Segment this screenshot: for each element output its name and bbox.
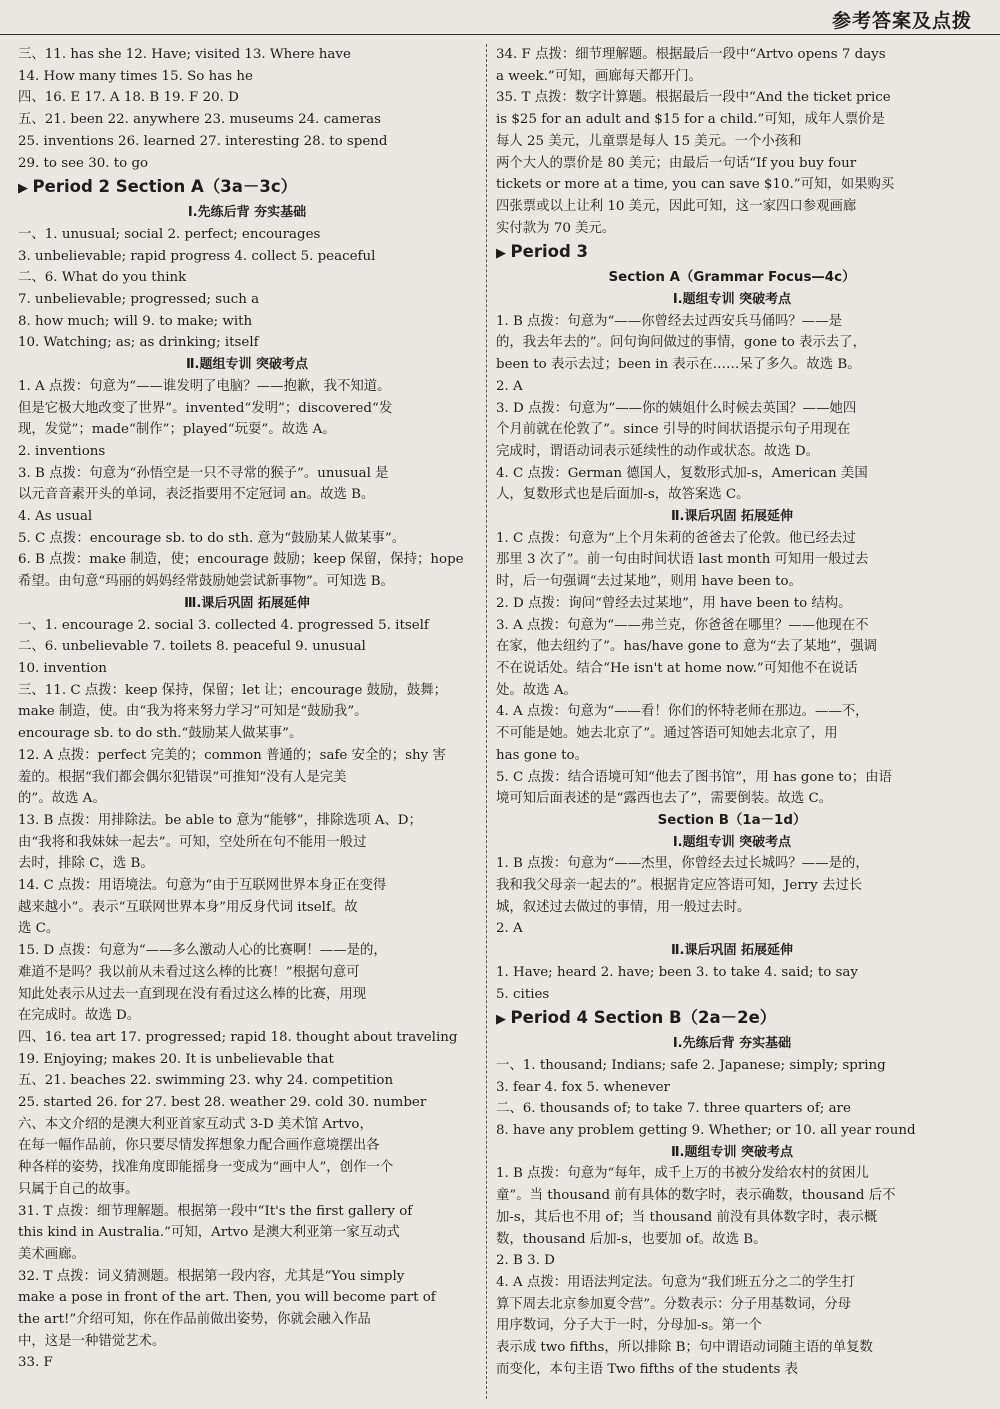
subsection-heading: Ⅰ.题组专训 突破考点 (672, 292, 792, 308)
answer-line: 完成时，谓语动词表示延续性的动作或状态。故选 D。 (496, 443, 819, 459)
header-rule (0, 34, 1000, 35)
answer-line: 人，复数形式也是后面加-s，故答案选 C。 (496, 487, 750, 503)
answer-line: is $25 for an adult and $15 for a child.”可知，成年人票价是 (496, 112, 885, 128)
answer-line: 去时，排除 C，选 B。 (18, 856, 154, 872)
answer-line: 数，thousand 后加-s，也要加 of。故选 B。 (496, 1231, 767, 1247)
answer-line: 那里 3 次了”。前一句由时间状语 last month 可知用一般过去 (496, 552, 869, 568)
answer-line: 一、1. unusual; social 2. perfect; encourages (18, 226, 321, 242)
answer-line: 4. A 点拨：用语法判定法。句意为“我们班五分之二的学生打 (496, 1274, 856, 1290)
answer-line: 8. how much; will 9. to make; with (18, 313, 253, 329)
answer-line: 五、21. beaches 22. swimming 23. why 24. competition (18, 1073, 394, 1089)
answer-line: 2. A (496, 378, 523, 394)
answer-line: 10. Watching; as; as drinking; itself (18, 335, 259, 351)
answer-line: 1. A 点拨：句意为“——谁发明了电脑？——抱歉，我不知道。 (18, 378, 391, 394)
answer-line: 用序数词，分子大于一时，分母加-s。第一个 (496, 1318, 762, 1334)
section-heading: Section A（Grammar Focus—4c） (608, 270, 856, 286)
answer-line: 14. C 点拨：用语境法。句意为“由于互联网世界本身正在变得 (18, 878, 387, 894)
answer-line: 三、11. has she 12. Have; visited 13. Where have (18, 47, 351, 62)
subsection-heading: Ⅱ.题组专训 突破考点 (670, 1144, 794, 1160)
answer-line: 一、1. thousand; Indians; safe 2. Japanese; simply; spring (496, 1057, 886, 1073)
answer-line: 选 C。 (18, 921, 60, 937)
answer-line: 3. fear 4. fox 5. whenever (496, 1079, 670, 1095)
play-triangle-icon: ▶ (496, 246, 511, 262)
answer-line: 在家，他去纽约了”。has/have gone to 意为“去了某地”，强调 (496, 639, 878, 655)
answer-line: 二、6. unbelievable 7. toilets 8. peaceful 9. unusual (18, 639, 366, 655)
answer-line: 19. Enjoying; makes 20. It is unbelievable that (18, 1051, 334, 1067)
answer-line: 四、16. E 17. A 18. B 19. F 20. D (18, 90, 239, 106)
play-triangle-icon: ▶ (496, 1012, 511, 1028)
answer-line: 难道不是吗？我以前从未看过这么棒的比赛！”根据句意可 (18, 964, 360, 980)
answer-line: 2. inventions (18, 443, 106, 459)
period-heading (496, 1005, 968, 1033)
answer-line: has gone to。 (496, 747, 589, 763)
answer-line: 2. A (496, 921, 523, 937)
section-heading: Section B（1a－1d） (657, 812, 807, 828)
answer-line: 14. How many times 15. So has he (18, 68, 253, 84)
answer-line: 六、本文介绍的是澳大利亚首家互动式 3-D 美术馆 Artvo， (18, 1116, 373, 1132)
subsection-heading: Ⅱ.课后巩固 拓展延伸 (670, 509, 794, 525)
answer-line: this kind in Australia.”可知，Artvo 是澳大利亚第一家互动式 (18, 1225, 400, 1241)
answer-line: 34. F 点拨：细节理解题。根据最后一段中“Artvo opens 7 days (496, 47, 886, 62)
answer-line: 而变化，本句主语 Two fifths of the students 表 (496, 1361, 798, 1377)
answer-line: 3. B 点拨：句意为“孙悟空是一只不寻常的猴子”。unusual 是 (18, 465, 389, 481)
left-column (18, 44, 476, 1401)
answer-line: 7. unbelievable; progressed; such a (18, 292, 260, 308)
answer-line: 加-s，其后也不用 of；当 thousand 前没有具体数字时，表示概 (496, 1209, 878, 1225)
answer-line: 15. D 点拨：句意为“——多么激动人心的比赛啊！——是的， (18, 943, 387, 959)
page-header (0, 0, 1000, 36)
answer-line: make a pose in front of the art. Then, you will become part of (18, 1290, 436, 1306)
answer-line: 两个大人的票价是 80 美元；由最后一句话“If you buy four (496, 155, 857, 171)
answer-line: 1. B 点拨：句意为“每年，成千上万的书被分发给农村的贫困儿 (496, 1166, 869, 1182)
answer-line: the art!”介绍可知，你在作品前做出姿势，你就会融入作品 (18, 1312, 371, 1328)
answer-line: 2. D 点拨：询问“曾经去过某地”，用 have been to 结构。 (496, 595, 852, 611)
subsection-heading: Ⅲ.课后巩固 拓展延伸 (184, 595, 310, 611)
answer-line: 4. A 点拨：句意为“——看！你们的怀特老师在那边。——不， (496, 704, 869, 720)
answer-line: 童”。当 thousand 前有具体的数字时，表示确数，thousand 后不 (496, 1188, 896, 1204)
answer-line: 以元音音素开头的单词，表泛指要用不定冠词 an。故选 B。 (18, 487, 375, 503)
answer-line: 希望。由句意“玛丽的妈妈经常鼓励她尝试新事物”。可知选 B。 (18, 574, 394, 590)
answer-line: tickets or more at a time, you can save $10.”可知，如果购买 (496, 177, 895, 193)
subsection-heading: Ⅱ.课后巩固 拓展延伸 (670, 943, 794, 959)
answer-line: encourage sb. to do sth.“鼓励某人做某事”。 (18, 726, 303, 742)
answer-line: 的，我去年去的”。问句询问做过的事情，gone to 表示去了， (496, 335, 866, 351)
answer-line: 8. have any problem getting 9. Whether; or 10. all year round (496, 1123, 916, 1139)
answer-line: 1. C 点拨：句意为“上个月朱莉的爸爸去了伦敦。他已经去过 (496, 530, 856, 546)
answer-line: 城，叙述过去做过的事情，用一般过去时。 (496, 899, 751, 915)
answer-line: 实付款为 70 美元。 (496, 220, 616, 236)
answer-line: 33. F (18, 1355, 53, 1371)
answer-line: 在每一幅作品前，你只要尽情发挥想象力配合画作意境摆出各 (18, 1138, 380, 1154)
answer-line: 我和我父母亲一起去的”。根据肯定应答语可知，Jerry 去过长 (496, 878, 863, 894)
period-heading-text: Period 2 Section A（3a－3c） (32, 177, 298, 197)
column-divider (486, 44, 487, 1399)
answer-line: 不在说话处。结合“He isn't at home now.”可知他不在说话 (496, 660, 858, 676)
answer-line: 12. A 点拨：perfect 完美的；common 普通的；safe 安全的；shy 害 (18, 747, 446, 763)
answer-line: 4. As usual (18, 509, 93, 525)
header-title: 参考答案及点拨 (831, 10, 972, 32)
answer-line: a week.”可知，画廊每天都开门。 (496, 68, 703, 84)
right-column (496, 44, 968, 1401)
answer-line: 13. B 点拨：用排除法。be able to 意为“能够”，排除选项 A、D； (18, 812, 422, 828)
answer-line: 3. D 点拨：句意为“——你的姨姐什么时候去英国？——她四 (496, 400, 857, 416)
answer-line: 2. B 3. D (496, 1253, 555, 1269)
answer-line: 3. A 点拨：句意为“——弗兰克，你爸爸在哪里？——他现在不 (496, 617, 869, 633)
answer-line: 美术画廊。 (18, 1246, 85, 1262)
answer-line: 一、1. encourage 2. social 3. collected 4. progressed 5. itself (18, 617, 429, 633)
answer-line: 3. unbelievable; rapid progress 4. collect 5. peaceful (18, 248, 376, 264)
play-triangle-icon: ▶ (18, 181, 33, 197)
answer-line: 1. B 点拨：句意为“——杰里，你曾经去过长城吗？——是的， (496, 856, 869, 872)
answer-line: 6. B 点拨：make 制造，使；encourage 鼓励；keep 保留，保持；hope (18, 552, 464, 568)
period-heading-text: Period 4 Section B（2a－2e） (510, 1008, 777, 1028)
subsection-heading: Ⅰ.先练后背 夯实基础 (187, 205, 307, 221)
answer-line: 35. T 点拨：数字计算题。根据最后一段中“And the ticket price (496, 90, 891, 106)
answer-line: make 制造，使。由“我为将来努力学习”可知是“鼓励我”。 (18, 704, 368, 720)
answer-line: 二、6. What do you think (18, 270, 187, 286)
answer-line: 羞的。根据“我们都会偶尔犯错误”可推知“没有人是完美 (18, 769, 347, 785)
answer-line: 10. invention (18, 660, 107, 676)
answer-line: 25. started 26. for 27. best 28. weather 29. cold 30. number (18, 1095, 427, 1111)
answer-line: 4. C 点拨：German 德国人，复数形式加-s，American 美国 (496, 465, 868, 481)
answer-line: 不可能是她。她去北京了”。通过答语可知她去北京了，用 (496, 726, 838, 742)
answer-line: 个月前就在伦敦了”。since 引导的时间状语提示句子用现在 (496, 422, 851, 438)
answer-line: 5. C 点拨：结合语境可知“他去了图书馆”，用 has gone to；由语 (496, 769, 892, 785)
answer-line: 1. Have; heard 2. have; been 3. to take 4. said; to say (496, 964, 858, 980)
answer-line: 种各样的姿势，找准角度即能摇身一变成为“画中人”，创作一个 (18, 1160, 394, 1176)
period-heading-text: Period 3 (510, 242, 588, 262)
answer-line: 5. cities (496, 986, 550, 1002)
answer-line: 境可知后面表述的是“露西也去了”，需要倒装。故选 C。 (496, 791, 833, 807)
answer-line: 越来越小”。表示“互联网世界本身”用反身代词 itself。故 (18, 899, 358, 915)
answer-line: 只属于自己的故事。 (18, 1181, 139, 1197)
answer-line: 现，发觉”；made“制作”；played“玩耍”。故选 A。 (18, 422, 336, 438)
answer-line: 五、21. been 22. anywhere 23. museums 24. cameras (18, 112, 381, 128)
answer-line: 二、6. thousands of; to take 7. three quarters of; are (496, 1101, 851, 1117)
answer-line: 中，这是一种错觉艺术。 (18, 1333, 166, 1349)
answer-line: 由“我将和我妹妹一起去”。可知，空处所在句不能用一般过 (18, 834, 367, 850)
subsection-heading: Ⅰ.题组专训 突破考点 (672, 834, 792, 850)
answer-line: 时，后一句强调“去过某地”，则用 have been to。 (496, 574, 802, 590)
answer-line: 32. T 点拨：词义猜测题。根据第一段内容，尤其是“You simply (18, 1268, 405, 1284)
answer-line: 四、16. tea art 17. progressed; rapid 18. thought about traveling (18, 1029, 458, 1045)
answer-line: 31. T 点拨：细节理解题。根据第一段中“It's the first gallery of (18, 1203, 413, 1219)
answer-line: 表示成 two fifths，所以排除 B；句中谓语动词随主语的单复数 (496, 1340, 873, 1356)
answer-line: been to 表示去过；been in 表示在……呆了多久。故选 B。 (496, 357, 861, 373)
subsection-heading: Ⅰ.先练后背 夯实基础 (672, 1036, 792, 1052)
answer-line: 5. C 点拨：encourage sb. to do sth. 意为“鼓励某人做某事”。 (18, 530, 406, 546)
answer-line: 处。故选 A。 (496, 682, 577, 698)
answer-line: 在完成时。故选 D。 (18, 1008, 141, 1024)
period-heading (18, 174, 476, 202)
answer-line: 算下周去北京参加夏令营”。分数表示：分子用基数词，分母 (496, 1296, 851, 1312)
answer-line: 四张票或以上让利 10 美元，因此可知，这一家四口参观画廊 (496, 198, 857, 214)
answer-line: 25. inventions 26. learned 27. interesting 28. to spend (18, 133, 388, 149)
period-heading (496, 239, 968, 267)
answer-line: 每人 25 美元，儿童票是每人 15 美元。一个小孩和 (496, 133, 802, 149)
answer-line: 知此处表示从过去一直到现在没有看过这么棒的比赛，用现 (18, 986, 367, 1002)
answer-line: 1. B 点拨：句意为“——你曾经去过西安兵马俑吗？——是 (496, 313, 842, 329)
subsection-heading: Ⅱ.题组专训 突破考点 (185, 357, 309, 373)
answer-line: 29. to see 30. to go (18, 155, 149, 171)
answer-line: 三、11. C 点拨：keep 保持，保留；let 让；encourage 鼓励，鼓舞； (18, 682, 447, 698)
answer-line: 但是它极大地改变了世界”。invented“发明”；discovered“发 (18, 400, 393, 416)
answer-line: 的”。故选 A。 (18, 791, 106, 807)
